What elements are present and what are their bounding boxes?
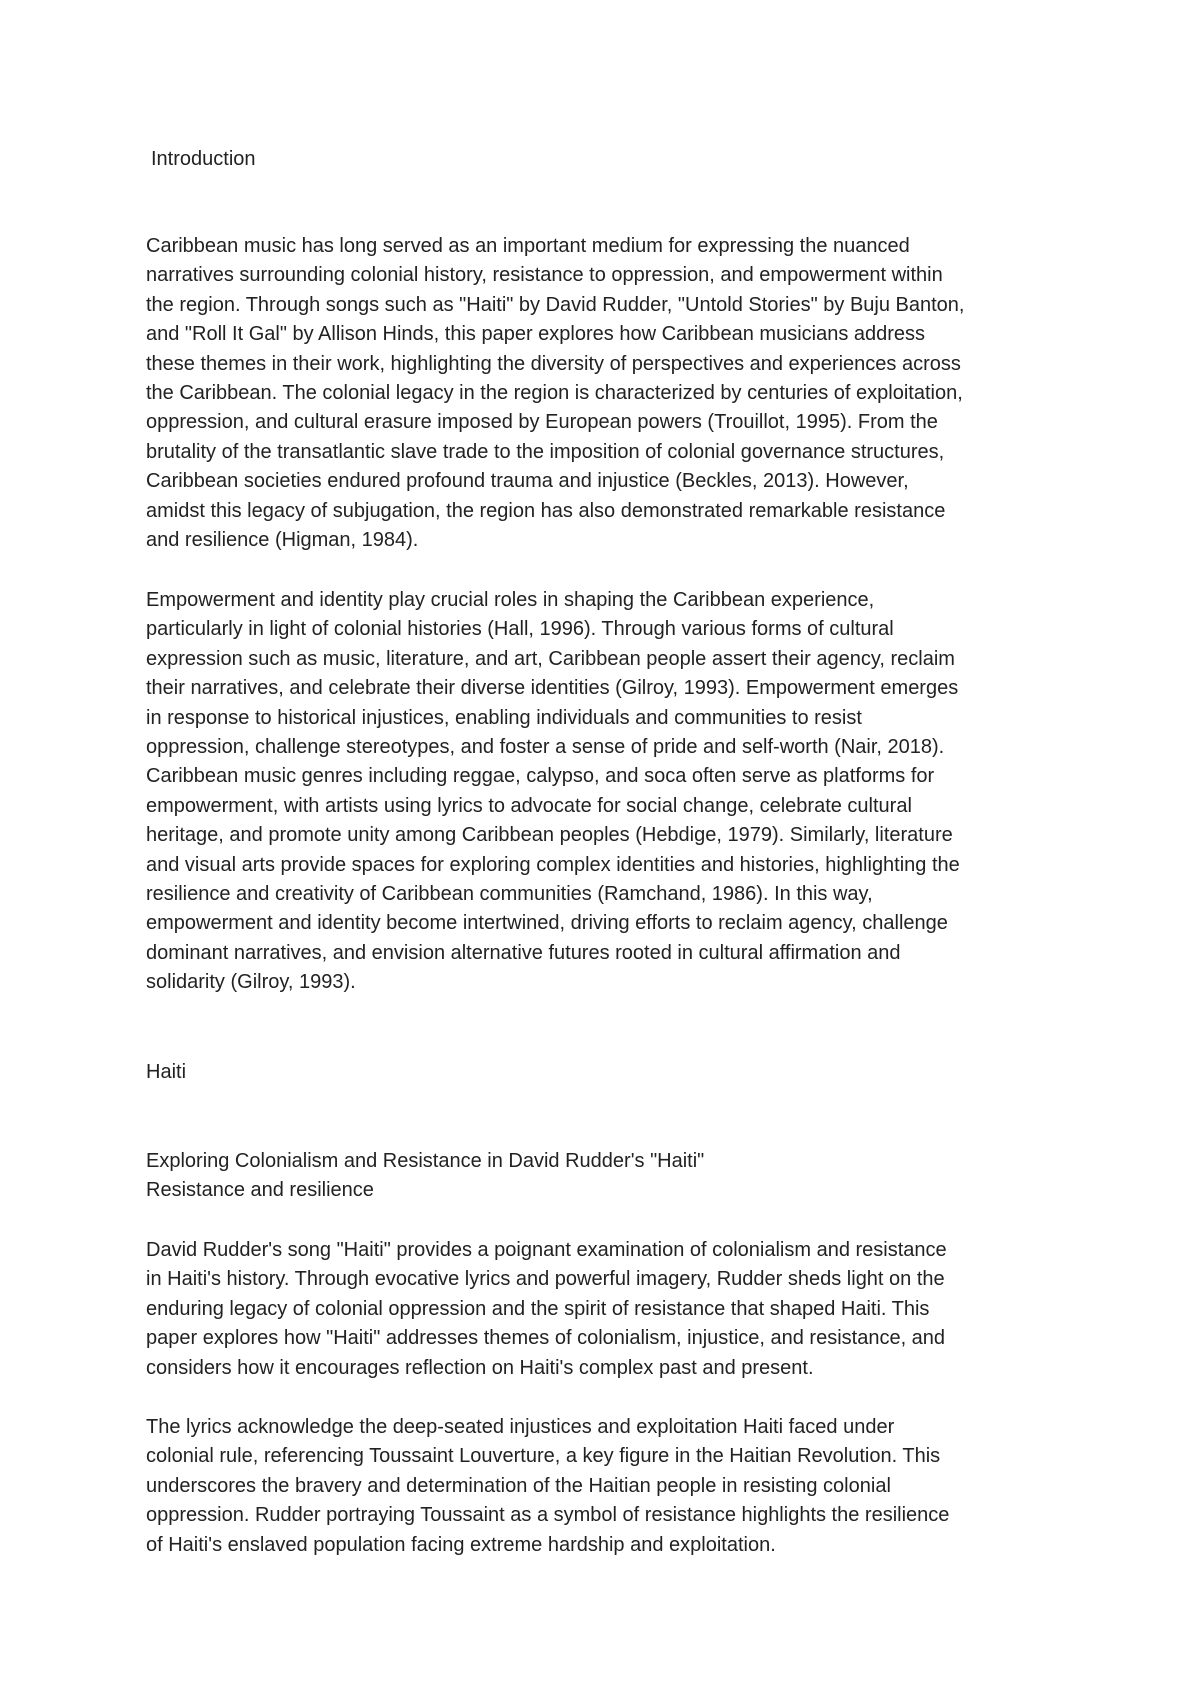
introduction-paragraph-1: Caribbean music has long served as an important medium for expressing the nuanced narratives surrounding colonial history, resistance to oppression, and empowerment within the region. Through songs such as "Haiti" by David Rudder, "Untold Stories" by Buju Banton, and "Roll It Gal" by Allison Hinds, this paper explores how Caribbean musicians address these themes in their work, highlighting the diversity of perspectives and experiences across the Caribbean. The colonial legacy in the region is characterized by centuries of exploitation, oppression, and cultural erasure imposed by European powers (Trouillot, 1995). From the brutality of the transatlantic slave trade to the imposition of colonial governance structures, Caribbean societies endured profound trauma and injustice (Beckles, 2013). However, amidst this legacy of subjugation, the region has also demonstrated remarkable resistance and resilience (Higman, 1984).: [146, 235, 965, 552]
haiti-paragraph-2: The lyrics acknowledge the deep-seated injustices and exploitation Haiti faced under colonial rule, referencing Toussaint Louverture, a key figure in the Haitian Revolution. This underscores the bravery and determination of the Haitian people in resisting colonial oppression. Rudder portraying Toussaint as a symbol of resistance highlights the resilience of Haiti's enslaved population facing extreme hardship and exploitation.: [146, 1416, 950, 1556]
introduction-heading: Introduction: [151, 148, 256, 170]
haiti-subheading: Exploring Colonialism and Resistance in David Rudder's "Haiti" Resistance and resilience: [146, 1150, 705, 1202]
introduction-paragraph-2: Empowerment and identity play crucial roles in shaping the Caribbean experience, particularly in light of colonial histories (Hall, 1996). Through various forms of cultural expression such as music, literature, and art, Caribbean people assert their agency, reclaim their narratives, and celebrate their diverse identities (Gilroy, 1993). Empowerment emerges in response to historical injustices, enabling individuals and communities to resist oppression, challenge stereotypes, and foster a sense of pride and self-worth (Nair, 2018). Caribbean music genres including reggae, calypso, and soca often serve as platforms for empowerment, with artists using lyrics to advocate for social change, celebrate cultural heritage, and promote unity among Caribbean peoples (Hebdige, 1979). Similarly, literature and visual arts provide spaces for exploring complex identities and histories, highlighting the resilience and creativity of Caribbean communities (Ramchand, 1986). In this way, empowerment and identity become intertwined, driving efforts to reclaim agency, challenge dominant narratives, and envision alternative futures rooted in cultural affirmation and solidarity (Gilroy, 1993).: [146, 589, 960, 994]
haiti-paragraph-1: David Rudder's song "Haiti" provides a poignant examination of colonialism and resistance in Haiti's history. Through evocative lyrics and powerful imagery, Rudder sheds light on the enduring legacy of colonial oppression and the spirit of resistance that shaped Haiti. This paper explores how "Haiti" addresses themes of colonialism, injustice, and resistance, and considers how it encourages reflection on Haiti's complex past and present.: [146, 1239, 947, 1379]
haiti-heading: Haiti: [146, 1061, 187, 1083]
